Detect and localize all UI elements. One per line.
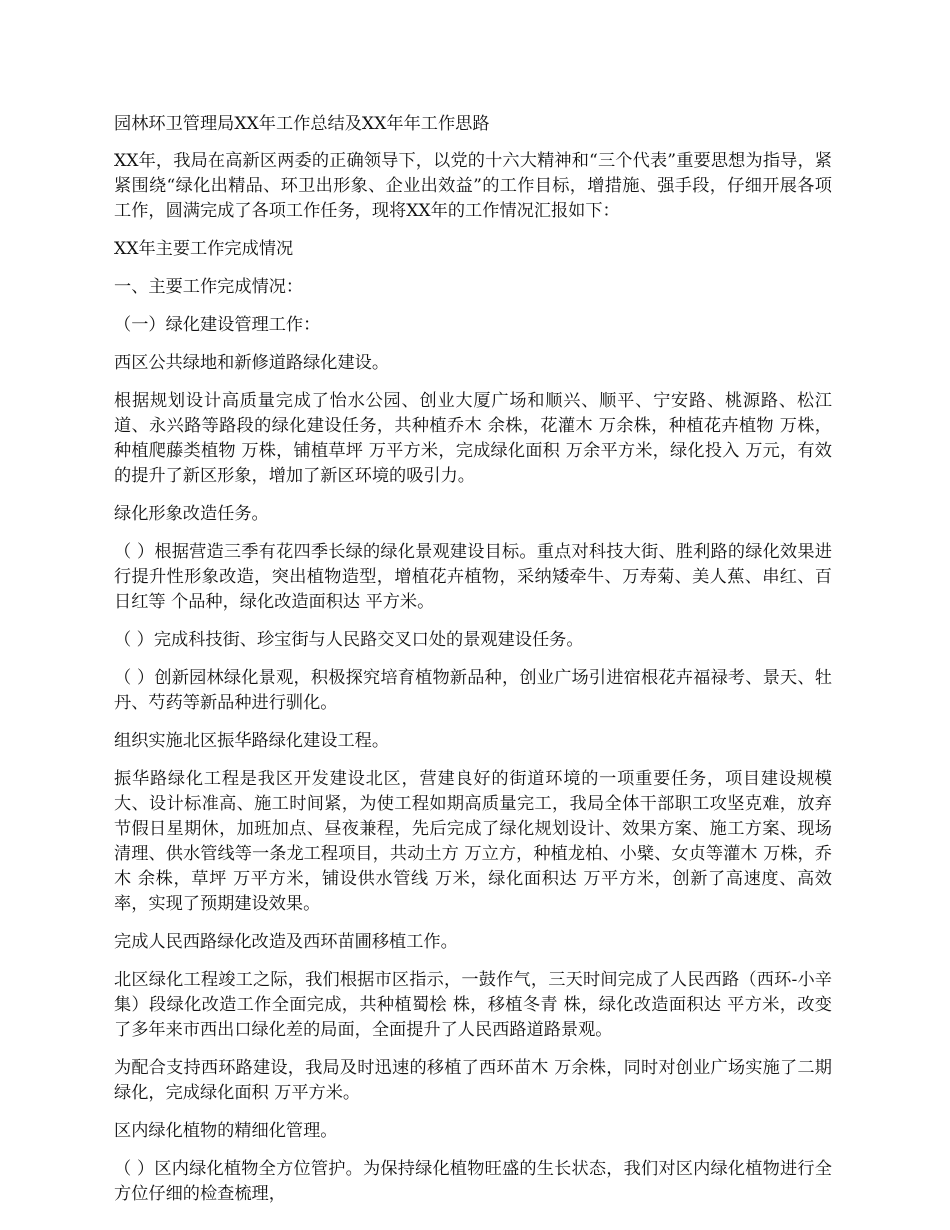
item-heading-fine-management: 区内绿化植物的精细化管理。: [114, 1121, 338, 1141]
item-heading-west-district: 西区公共绿地和新修道路绿化建设。: [114, 353, 390, 373]
document-title: 园林环卫管理局XX年工作总结及XX年年工作思路: [114, 114, 490, 134]
paragraph-west-district: 根据规划设计高质量完成了怡水公园、创业大厦广场和顺兴、顺平、宁安路、桃源路、松江道、永兴路等路段的绿化建设任务，共种植乔木 余株，花灌木 万余株，种植花卉植物 万株，种植爬藤类植物 万株，铺植草坪 万平方米，完成绿化面积 万余平方米，绿化投入 万元，有效的提升了新区形象，增加了新区环境的吸引力。: [114, 391, 832, 486]
item-heading-image-renovation: 绿化形象改造任务。: [114, 504, 269, 524]
section-heading-1: 一、主要工作完成情况：: [114, 277, 304, 297]
paragraph-xihuan: 为配合支持西环路建设，我局及时迅速的移植了西环苗木 万余株，同时对创业广场实施了二期绿化，完成绿化面积 万平方米。: [114, 1058, 832, 1103]
paragraph-renovation-1: （ ）根据营造三季有花四季长绿的绿化景观建设目标。重点对科技大街、胜利路的绿化效果进行提升性形象改造，突出植物造型，增植花卉植物，采纳矮牵牛、万寿菊、美人蕉、串红、百日红等 个品种，绿化改造面积达 平方米。: [114, 542, 832, 612]
section-heading-main: XX年主要工作完成情况: [114, 239, 294, 259]
paragraph-intro: XX年，我局在高新区两委的正确领导下，以党的十六大精神和“三个代表”重要思想为指导，紧紧围绕“绿化出精品、环卫出形象、企业出效益”的工作目标，增措施、强手段，仔细开展各项工作，圆满完成了各项工作任务，现将XX年的工作情况汇报如下：: [114, 151, 832, 221]
paragraph-renovation-3: （ ）创新园林绿化景观，积极探究培育植物新品种，创业广场引进宿根花卉福禄考、景天、牡丹、芍药等新品种进行驯化。: [114, 668, 832, 713]
document-page: [114, 112, 832, 1220]
item-heading-renmin-west: 完成人民西路绿化改造及西环苗圃移植工作。: [114, 932, 458, 952]
subsection-heading-greening: （一）绿化建设管理工作：: [114, 315, 321, 335]
item-heading-zhenhua-road: 组织实施北区振华路绿化建设工程。: [114, 731, 390, 751]
paragraph-renovation-2: （ ）完成科技街、珍宝街与人民路交叉口处的景观建设任务。: [114, 630, 584, 650]
paragraph-fine-management: （ ）区内绿化植物全方位管护。为保持绿化植物旺盛的生长状态，我们对区内绿化植物进行全方位仔细的检查梳理，: [114, 1159, 832, 1204]
paragraph-renmin-west: 北区绿化工程竣工之际，我们根据市区指示，一鼓作气，三天时间完成了人民西路（西环-小辛集）段绿化改造工作全面完成，共种植蜀桧 株，移植冬青 株，绿化改造面积达 平方米，改变了多年来市西出口绿化差的局面，全面提升了人民西路道路景观。: [114, 970, 832, 1040]
paragraph-zhenhua-road: 振华路绿化工程是我区开发建设北区，营建良好的街道环境的一项重要任务，项目建设规模大、设计标准高、施工时间紧，为使工程如期高质量完工，我局全体干部职工攻坚克难，放弃节假日星期休，加班加点、昼夜兼程，先后完成了绿化规划设计、效果方案、施工方案、现场清理、供水管线等一条龙工程项目，共动土方 万立方，种植龙柏、小檗、女贞等灌木 万株，乔木 余株，草坪 万平方米，铺设供水管线 万米，绿化面积达 万平方米，创新了高速度、高效率，实现了预期建设效果。: [114, 769, 832, 914]
